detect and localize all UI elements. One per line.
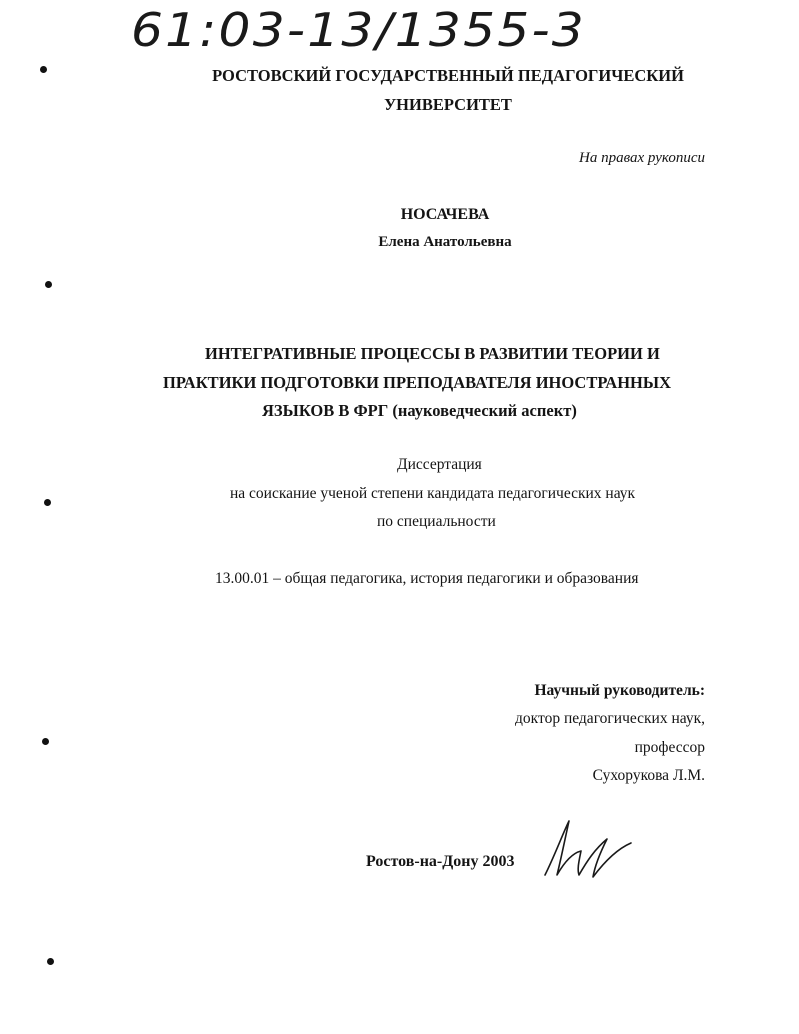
thesis-title-line2: ПРАКТИКИ ПОДГОТОВКИ ПРЕПОДАВАТЕЛЯ ИНОСТРАННЫХ bbox=[163, 373, 672, 392]
university-name-line1: РОСТОВСКИЙ ГОСУДАРСТВЕННЫЙ ПЕДАГОГИЧЕСКИЙ bbox=[212, 66, 684, 85]
manuscript-rights-note: На правах рукописи bbox=[579, 150, 705, 166]
place-and-year: Ростов-на-Дону 2003 bbox=[366, 853, 515, 870]
advisor-signature-icon bbox=[535, 815, 635, 885]
work-purpose: на соискание ученой степени кандидата педагогических наук bbox=[230, 485, 636, 502]
university-name-line2: УНИВЕРСИТЕТ bbox=[384, 95, 512, 114]
author-surname: НОСАЧЕВА bbox=[400, 206, 490, 223]
thesis-title-line1: ИНТЕГРАТИВНЫЕ ПРОЦЕССЫ В РАЗВИТИИ ТЕОРИИ И bbox=[205, 344, 660, 363]
advisor-name: Сухорукова Л.М. bbox=[592, 767, 705, 784]
stamp-text: 61:03-13/1355-3 bbox=[131, 3, 586, 57]
advisor-degree: доктор педагогических наук, bbox=[515, 710, 705, 727]
author-given-names: Елена Анатольевна bbox=[378, 234, 512, 250]
work-type: Диссертация bbox=[397, 456, 482, 473]
scan-margin-dot bbox=[47, 958, 54, 965]
advisor-heading: Научный руководитель: bbox=[534, 682, 705, 699]
scan-margin-dot bbox=[40, 66, 47, 73]
scan-margin-dot bbox=[42, 738, 49, 745]
handwritten-stamp-number bbox=[125, 0, 595, 62]
advisor-rank: профессор bbox=[634, 739, 705, 756]
scan-margin-dot bbox=[44, 499, 51, 506]
scan-margin-dot bbox=[45, 281, 52, 288]
specialty-label: по специальности bbox=[377, 513, 496, 530]
thesis-title-line3: ЯЗЫКОВ В ФРГ (науковедческий аспект) bbox=[262, 401, 577, 420]
specialty-code: 13.00.01 – общая педагогика, история педагогики и образования bbox=[215, 570, 639, 587]
